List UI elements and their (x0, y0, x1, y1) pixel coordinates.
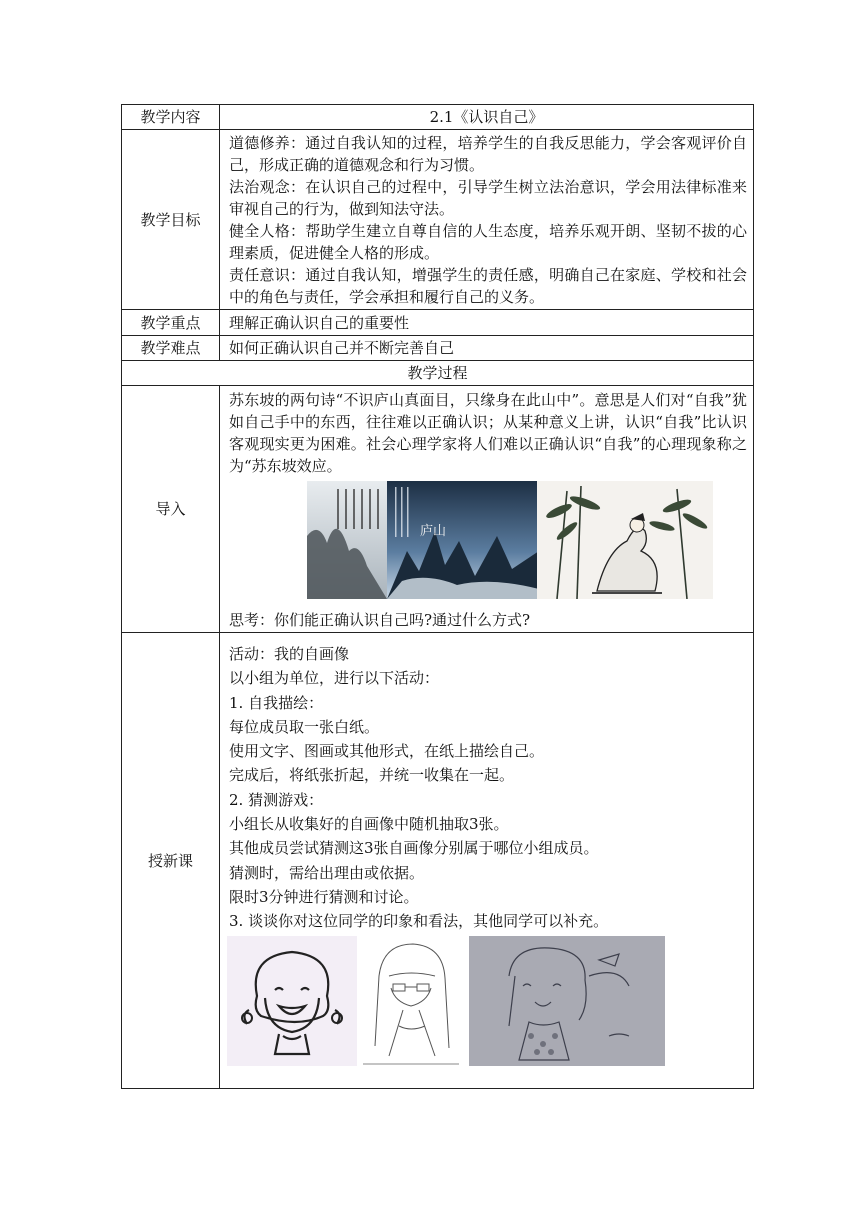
label-key-point: 教学重点 (122, 310, 220, 336)
activity-line: 猜测时，需给出理由或依据。 (229, 863, 425, 882)
goal-item: 责任意识：通过自我认知，增强学生的责任感，明确自己在家庭、学校和社会中的角色与责任，学会承担和履行自己的义务。 (229, 265, 747, 306)
activity-line: 活动：我的自画像 (229, 645, 350, 663)
key-point-text: 理解正确认识自己的重要性 (220, 310, 754, 336)
activity-line: 每位成员取一张白纸。 (229, 717, 380, 736)
intro-images (229, 481, 747, 605)
row-intro (122, 386, 754, 633)
sudongpo-painting-image (537, 481, 713, 599)
row-key-point (122, 310, 754, 336)
row-content (122, 105, 754, 130)
activity-line: 1. 自我描绘： (229, 693, 324, 712)
difficulty-text: 如何正确认识自己并不断完善自己 (220, 336, 754, 361)
lesson-title: 2.1《认识自己》 (220, 105, 754, 130)
self-portrait-cartoon-image (227, 936, 357, 1066)
goal-item: 健全人格：帮助学生建立自尊自信的人生态度，培养乐观开朗、坚韧不拔的心理素质，促进健全人格的形成。 (229, 221, 747, 262)
self-portrait-images (229, 936, 747, 1068)
goals-cell (220, 130, 754, 310)
goal-item: 法治观念：在认识自己的过程中，引导学生树立法治意识，学会用法律标准来审视自己的行为，做到知法守法。 (229, 177, 747, 218)
row-new-lesson (122, 633, 754, 1089)
label-goals: 教学目标 (122, 130, 220, 310)
label-new-lesson: 授新课 (122, 633, 220, 1089)
activity-line: 限时3分钟进行猜测和讨论。 (229, 887, 419, 906)
lushan-image-caption: 庐山 (420, 524, 447, 539)
label-difficulty: 教学难点 (122, 336, 220, 361)
row-process-header (122, 361, 754, 386)
activity-line: 3. 谈谈你对这位同学的印象和看法，其他同学可以补充。 (229, 912, 609, 931)
goal-item: 道德修养：通过自我认知的过程，培养学生的自我反思能力，学会客观评价自己，形成正确的道德观念和行为习惯。 (229, 133, 747, 174)
intro-cell (220, 386, 754, 633)
label-intro: 导入 (122, 386, 220, 633)
intro-text: 苏东坡的两句诗“不识庐山真面目，只缘身在此山中”。意思是人们对“自我”犹如自己手中的东西，往往难以正确认识；从某种意义上讲，认识“自我”比认识客观现实更为困难。社会心理学家将人们难以正确认识“自我”的心理现象称之为“苏东坡效应。 (229, 391, 747, 475)
activity-line: 2. 猜测游戏： (229, 790, 324, 809)
process-header: 教学过程 (122, 361, 754, 386)
new-lesson-cell (220, 633, 754, 1089)
label-content: 教学内容 (122, 105, 220, 130)
self-portrait-pencil-image (469, 936, 665, 1066)
row-goals (122, 130, 754, 310)
activity-line: 使用文字、图画或其他形式，在纸上描绘自己。 (229, 742, 545, 761)
self-portrait-sketch-image (359, 936, 463, 1066)
intro-question: 思考：你们能正确认识自己吗?通过什么方式? (229, 611, 531, 629)
activity-line: 以小组为单位，进行以下活动： (229, 669, 440, 688)
lesson-plan-table (121, 104, 754, 1089)
activity-line: 其他成员尝试猜测这3张自画像分别属于哪位小组成员。 (229, 839, 599, 858)
lushan-painting-image (307, 481, 539, 599)
activity-line: 小组长从收集好的自画像中随机抽取3张。 (229, 815, 509, 834)
activity-line: 完成后，将纸张折起，并统一收集在一起。 (229, 766, 515, 785)
row-difficulty (122, 336, 754, 361)
